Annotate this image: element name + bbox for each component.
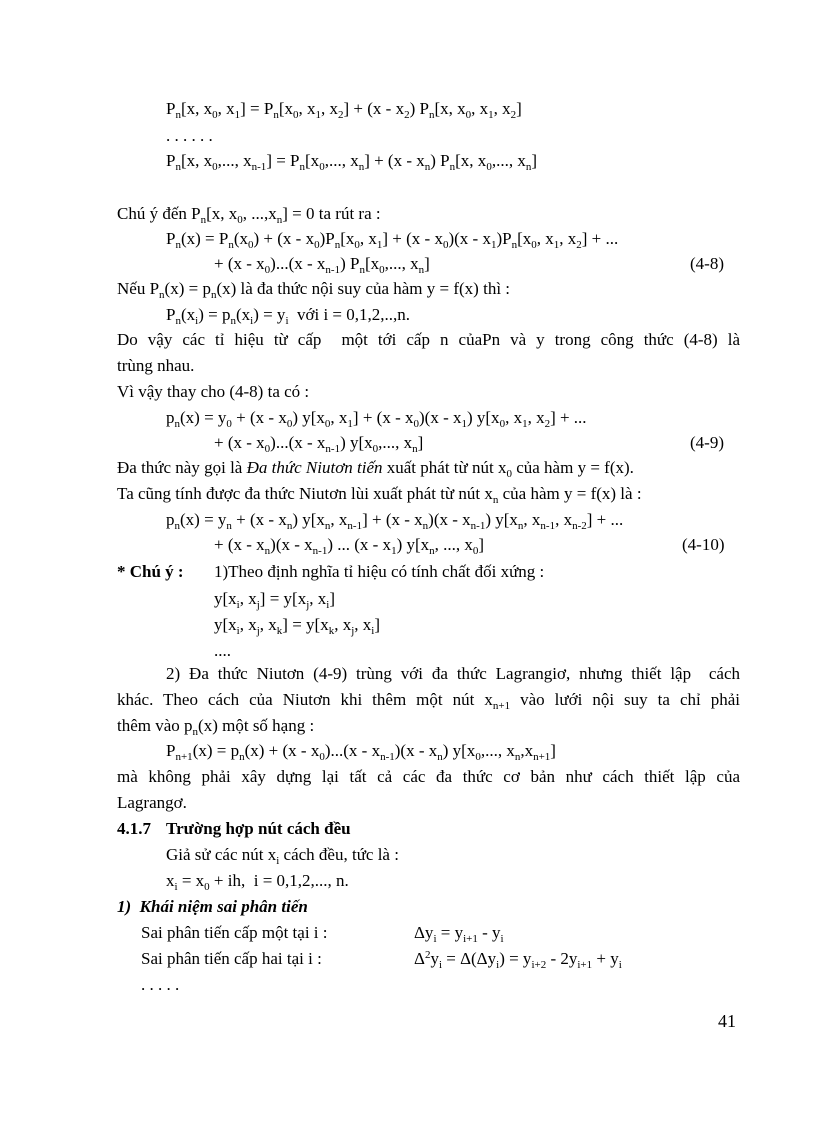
equal-nodes-line: Giả sử các nút $x_i$ cách đều, tức là : <box>166 845 399 867</box>
paragraph-ma-line-2: Lagrangơ. <box>117 793 187 812</box>
note-1-line: 1)Theo định nghĩa tỉ hiệu có tính chất đối xứng : <box>214 562 545 581</box>
ellipsis-1: . . . . . . <box>166 126 213 145</box>
equation-number-4-8: (4-8) <box>690 254 724 273</box>
symmetry-eq-1: $y[x_i$, $x_j] = y[x_j$, $x_i$] <box>214 589 336 611</box>
equation-number-4-9: (4-9) <box>690 433 724 452</box>
equation-top-1: $P_n[x$, $x_0$, $x_1] = P_n[x_0$, $x_1$, $x_2] + (x - x_2)$ $P_n[x$, $x_0$, $x_1$, $x_2$] <box>166 99 522 121</box>
note-2-line-3: thêm vào $p_n(x)$ một số hạng : <box>117 716 315 738</box>
note-zero-line: Chú ý đến $P_n[x$, $x_0$, $...,x_n] = 0$ ta rút ra : <box>117 204 381 226</box>
symmetry-eq-2: $y[x_i$, $x_j$, $x_k] = y[x_k$, $x_j$, $x_i$] <box>214 615 381 637</box>
diff-first-equation: $\Delta y_i = y_{i+1} - y_i$ <box>414 923 504 945</box>
ellipsis-3: . . . . . <box>141 975 180 994</box>
diff-second-equation: $\Delta^2y_i = \Delta(\Delta y_i) = y_{i+2} - 2y_{i+1} + y_i$ <box>414 949 622 971</box>
equation-xi: $x_i = x_0$ + ih, i = 0,1,2,..., n. <box>166 871 349 893</box>
equation-top-2: $P_n[x$, $x_0$,..., $x_{n-1}] = P_n[x_0$,..., $x_n] + (x - x_n)$ $P_n[x$, $x_0$,..., $x_n$] <box>166 151 537 173</box>
section-number: 4.1.7 <box>117 819 151 838</box>
newton-backward-line: Ta cũng tính được đa thức Niutơn lùi xuất phát từ nút $x_n$ của hàm y = f(x) là : <box>117 484 642 506</box>
diff-second-label: Sai phân tiến cấp hai tại i : <box>141 949 322 968</box>
equation-4-10-line-1: $p_n(x) = y_n + (x - x_n)$ $y[x_n$, $x_{n-1}] + (x - x_n)(x - x_{n-1})$ $y[x_n$, $x_{n-1}$, $x_{n-2}$] + ... <box>166 510 624 532</box>
equation-pi: $P_n(x_i) = p_n(x_i) = y_i$ với i = 0,1,2,..,n. <box>166 305 411 327</box>
paragraph-do-line-2: trùng nhau. <box>117 356 195 375</box>
note-2-line-1: 2) Đa thức Niutơn (4-9) trùng với đa thức Lagrangiơ, nhưng thiết lập cách <box>166 664 740 683</box>
ellipsis-2: .... <box>214 641 231 660</box>
equation-4-8-line-2: + $(x - x_0)...(x - x_{n-1})$ $P_n[x_0$,..., $x_n$] <box>214 254 430 276</box>
if-line: Nếu $P_n(x) = p_n(x)$ là đa thức nội suy của hàm y = f(x) thì : <box>117 279 511 301</box>
equation-4-9-line-1: $p_n(x) = y_0 + (x - x_0)$ $y[x_0$, $x_1] + (x - x_0)(x - x_1)$ $y[x_0$, $x_1$, $x_2$] + ... <box>166 408 587 430</box>
diff-first-label: Sai phân tiến cấp một tại i : <box>141 923 328 942</box>
equation-number-4-10: (4-10) <box>682 535 725 554</box>
section-title: Trường hợp nút cách đều <box>166 819 351 838</box>
equation-pn-plus-1: $P_{n+1}(x) = p_n(x) + (x - x_0)...(x - x_{n-1})(x - x_n)$ $y[x_0$,..., $x_n,x_{n+1}$] <box>166 741 556 763</box>
equation-4-10-line-2: + $(x - x_n)(x - x_{n-1})$ ... $(x - x_1)$ $y[x_n$, ..., $x_0$] <box>214 535 485 557</box>
page-number: 41 <box>718 1011 736 1031</box>
equation-4-9-line-2: + $(x - x_0)...(x - x_{n-1})$ $y[x_0$,..., $x_n$] <box>214 433 424 455</box>
note-2-line-2: khác. Theo cách của Niutơn khi thêm một nút $x_{n+1}$ vào lưới nội suy ta chỉ phải <box>117 690 740 712</box>
therefore-line: Vì vậy thay cho (4-8) ta có : <box>117 382 310 401</box>
paragraph-do-line-1: Do vậy các tỉ hiệu từ cấp một tới cấp n củaPn và y trong công thức (4-8) là <box>117 330 740 349</box>
newton-forward-line: Đa thức này gọi là Đa thức Niutơn tiến xuất phát từ nút $x_0$ của hàm y = f(x). <box>117 458 634 480</box>
subheading-forward-difference: 1) Khái niệm sai phân tiến <box>117 897 308 916</box>
equation-4-8-line-1: $P_n(x) = P_n(x_0) + (x - x_0)P_n[x_0$, $x_1] + (x - x_0)(x - x_1)P_n[x_0$, $x_1$, $x_2$] + ... <box>166 229 619 251</box>
paragraph-ma-line-1: mà không phải xây dựng lại tất cả các đa thức cơ bản như cách thiết lập của <box>117 767 740 786</box>
note-label: * Chú ý : <box>117 562 184 581</box>
